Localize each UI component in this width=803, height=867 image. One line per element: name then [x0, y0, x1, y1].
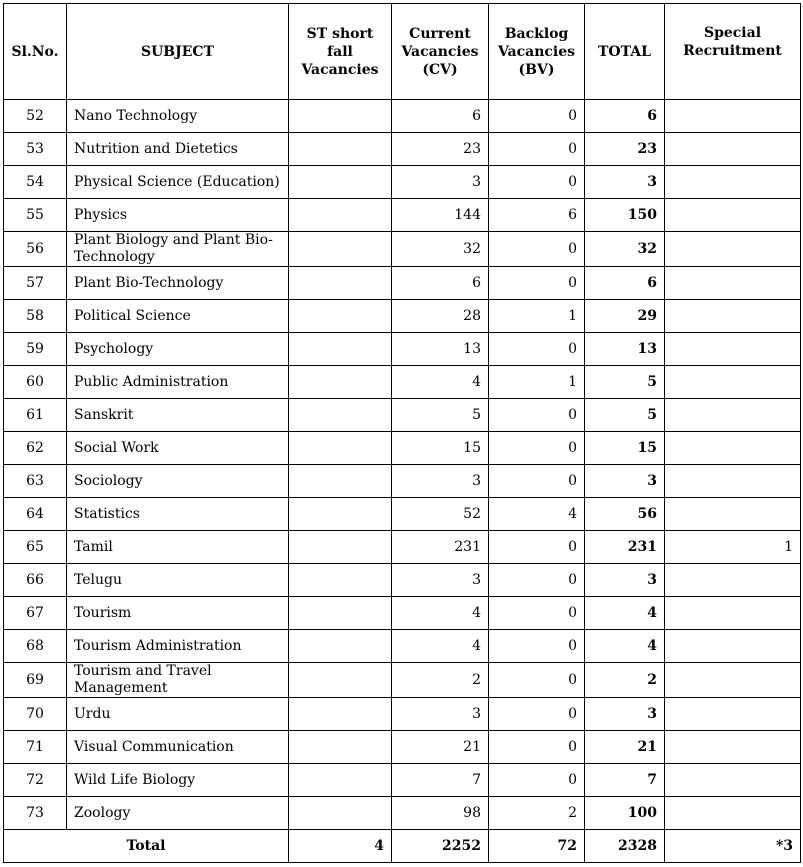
cell-subject: Telugu — [67, 564, 289, 597]
cell-total: 23 — [585, 133, 665, 166]
cell-st-shortfall — [289, 100, 392, 133]
cell-st-shortfall — [289, 166, 392, 199]
cell-slno: 69 — [4, 663, 67, 698]
cell-subject: Urdu — [67, 698, 289, 731]
cell-subject: Visual Communication — [67, 731, 289, 764]
cell-st-shortfall — [289, 698, 392, 731]
header-slno: Sl.No. — [4, 4, 67, 100]
cell-special-recruitment — [665, 630, 801, 663]
cell-special-recruitment — [665, 432, 801, 465]
cell-total: 29 — [585, 300, 665, 333]
cell-slno: 56 — [4, 232, 67, 267]
cell-total: 56 — [585, 498, 665, 531]
cell-subject: Sanskrit — [67, 399, 289, 432]
cell-subject: Wild Life Biology — [67, 764, 289, 797]
table-row — [4, 366, 801, 399]
cell-total: 3 — [585, 698, 665, 731]
cell-total: 6 — [585, 267, 665, 300]
total-label: Total — [4, 830, 289, 863]
cell-slno: 55 — [4, 199, 67, 232]
cell-total: 5 — [585, 399, 665, 432]
cell-total: 100 — [585, 797, 665, 830]
cell-backlog-vacancies: 0 — [489, 232, 585, 267]
cell-slno: 60 — [4, 366, 67, 399]
cell-special-recruitment — [665, 564, 801, 597]
cell-subject: Public Administration — [67, 366, 289, 399]
cell-backlog-vacancies: 1 — [489, 300, 585, 333]
cell-special-recruitment — [665, 698, 801, 731]
table-row — [4, 531, 801, 564]
cell-special-recruitment — [665, 199, 801, 232]
cell-total: 13 — [585, 333, 665, 366]
cell-st-shortfall — [289, 300, 392, 333]
table-row — [4, 133, 801, 166]
cell-current-vacancies: 23 — [392, 133, 489, 166]
cell-backlog-vacancies: 0 — [489, 731, 585, 764]
cell-backlog-vacancies: 6 — [489, 199, 585, 232]
table-row — [4, 399, 801, 432]
cell-current-vacancies: 52 — [392, 498, 489, 531]
cell-backlog-vacancies: 0 — [489, 564, 585, 597]
cell-special-recruitment — [665, 731, 801, 764]
table-row — [4, 465, 801, 498]
cell-special-recruitment — [665, 100, 801, 133]
cell-special-recruitment — [665, 597, 801, 630]
cell-current-vacancies: 4 — [392, 366, 489, 399]
cell-special-recruitment — [665, 232, 801, 267]
cell-slno: 58 — [4, 300, 67, 333]
header-total: TOTAL — [585, 4, 665, 100]
cell-backlog-vacancies: 0 — [489, 630, 585, 663]
cell-backlog-vacancies: 1 — [489, 366, 585, 399]
cell-slno: 72 — [4, 764, 67, 797]
cell-total: 15 — [585, 432, 665, 465]
total-bv: 72 — [489, 830, 585, 863]
cell-subject: Plant Bio-Technology — [67, 267, 289, 300]
cell-current-vacancies: 15 — [392, 432, 489, 465]
cell-backlog-vacancies: 0 — [489, 597, 585, 630]
cell-current-vacancies: 6 — [392, 100, 489, 133]
cell-st-shortfall — [289, 232, 392, 267]
table-row — [4, 663, 801, 698]
cell-special-recruitment — [665, 333, 801, 366]
cell-backlog-vacancies: 0 — [489, 267, 585, 300]
cell-st-shortfall — [289, 199, 392, 232]
cell-total: 6 — [585, 100, 665, 133]
cell-current-vacancies: 4 — [392, 630, 489, 663]
cell-st-shortfall — [289, 267, 392, 300]
cell-current-vacancies: 21 — [392, 731, 489, 764]
cell-special-recruitment — [665, 267, 801, 300]
cell-total: 5 — [585, 366, 665, 399]
cell-subject: Nano Technology — [67, 100, 289, 133]
cell-current-vacancies: 13 — [392, 333, 489, 366]
cell-current-vacancies: 4 — [392, 597, 489, 630]
table-row — [4, 333, 801, 366]
cell-slno: 70 — [4, 698, 67, 731]
cell-slno: 64 — [4, 498, 67, 531]
cell-subject: Social Work — [67, 432, 289, 465]
cell-special-recruitment — [665, 663, 801, 698]
table-row — [4, 166, 801, 199]
table-row — [4, 698, 801, 731]
cell-slno: 71 — [4, 731, 67, 764]
cell-special-recruitment — [665, 764, 801, 797]
table-row — [4, 267, 801, 300]
cell-st-shortfall — [289, 764, 392, 797]
table-row — [4, 597, 801, 630]
cell-special-recruitment — [665, 797, 801, 830]
cell-current-vacancies: 28 — [392, 300, 489, 333]
cell-total: 2 — [585, 663, 665, 698]
cell-slno: 61 — [4, 399, 67, 432]
cell-backlog-vacancies: 0 — [489, 764, 585, 797]
cell-current-vacancies: 7 — [392, 764, 489, 797]
cell-special-recruitment — [665, 166, 801, 199]
cell-slno: 59 — [4, 333, 67, 366]
cell-current-vacancies: 231 — [392, 531, 489, 564]
cell-subject: Psychology — [67, 333, 289, 366]
cell-backlog-vacancies: 0 — [489, 399, 585, 432]
cell-st-shortfall — [289, 133, 392, 166]
cell-subject: Tourism — [67, 597, 289, 630]
cell-total: 32 — [585, 232, 665, 267]
cell-backlog-vacancies: 0 — [489, 698, 585, 731]
table-row — [4, 731, 801, 764]
cell-st-shortfall — [289, 630, 392, 663]
cell-slno: 54 — [4, 166, 67, 199]
cell-st-shortfall — [289, 531, 392, 564]
cell-current-vacancies: 3 — [392, 465, 489, 498]
cell-total: 4 — [585, 597, 665, 630]
cell-st-shortfall — [289, 399, 392, 432]
cell-subject: Plant Biology and Plant Bio-Technology — [67, 232, 289, 267]
table-row — [4, 199, 801, 232]
cell-subject: Zoology — [67, 797, 289, 830]
table-row — [4, 630, 801, 663]
cell-st-shortfall — [289, 498, 392, 531]
cell-slno: 68 — [4, 630, 67, 663]
cell-subject: Statistics — [67, 498, 289, 531]
cell-special-recruitment — [665, 399, 801, 432]
cell-slno: 66 — [4, 564, 67, 597]
cell-current-vacancies: 98 — [392, 797, 489, 830]
cell-backlog-vacancies: 4 — [489, 498, 585, 531]
cell-backlog-vacancies: 0 — [489, 531, 585, 564]
cell-backlog-vacancies: 0 — [489, 663, 585, 698]
cell-subject: Tourism Administration — [67, 630, 289, 663]
total-st: 4 — [289, 830, 392, 863]
cell-current-vacancies: 144 — [392, 199, 489, 232]
cell-slno: 57 — [4, 267, 67, 300]
table-row — [4, 232, 801, 267]
cell-slno: 65 — [4, 531, 67, 564]
cell-total: 150 — [585, 199, 665, 232]
cell-total: 3 — [585, 465, 665, 498]
cell-subject: Nutrition and Dietetics — [67, 133, 289, 166]
cell-st-shortfall — [289, 797, 392, 830]
cell-backlog-vacancies: 2 — [489, 797, 585, 830]
total-cv: 2252 — [392, 830, 489, 863]
cell-backlog-vacancies: 0 — [489, 166, 585, 199]
cell-st-shortfall — [289, 564, 392, 597]
cell-special-recruitment — [665, 133, 801, 166]
cell-st-shortfall — [289, 663, 392, 698]
cell-st-shortfall — [289, 366, 392, 399]
cell-slno: 63 — [4, 465, 67, 498]
cell-current-vacancies: 5 — [392, 399, 489, 432]
cell-special-recruitment — [665, 300, 801, 333]
cell-backlog-vacancies: 0 — [489, 432, 585, 465]
cell-subject: Physical Science (Education) — [67, 166, 289, 199]
header-subject: SUBJECT — [67, 4, 289, 100]
cell-subject: Political Science — [67, 300, 289, 333]
cell-slno: 62 — [4, 432, 67, 465]
cell-subject: Physics — [67, 199, 289, 232]
header-row — [4, 4, 801, 100]
total-total: 2328 — [585, 830, 665, 863]
cell-special-recruitment: 1 — [665, 531, 801, 564]
table-body — [4, 100, 801, 830]
cell-current-vacancies: 3 — [392, 698, 489, 731]
table-row — [4, 100, 801, 133]
cell-st-shortfall — [289, 597, 392, 630]
total-row — [4, 830, 801, 863]
cell-st-shortfall — [289, 333, 392, 366]
table-row — [4, 432, 801, 465]
header-st-shortfall: ST short fall Vacancies — [289, 4, 392, 100]
cell-slno: 73 — [4, 797, 67, 830]
cell-special-recruitment — [665, 465, 801, 498]
cell-special-recruitment — [665, 498, 801, 531]
cell-backlog-vacancies: 0 — [489, 133, 585, 166]
table-row — [4, 564, 801, 597]
cell-st-shortfall — [289, 432, 392, 465]
cell-total: 7 — [585, 764, 665, 797]
cell-backlog-vacancies: 0 — [489, 100, 585, 133]
cell-subject: Tourism and Travel Management — [67, 663, 289, 698]
cell-st-shortfall — [289, 731, 392, 764]
cell-current-vacancies: 3 — [392, 564, 489, 597]
cell-special-recruitment — [665, 366, 801, 399]
cell-subject: Sociology — [67, 465, 289, 498]
cell-total: 21 — [585, 731, 665, 764]
cell-current-vacancies: 32 — [392, 232, 489, 267]
cell-total: 3 — [585, 166, 665, 199]
cell-current-vacancies: 6 — [392, 267, 489, 300]
vacancy-table — [3, 3, 801, 863]
table-row — [4, 300, 801, 333]
cell-slno: 52 — [4, 100, 67, 133]
cell-slno: 67 — [4, 597, 67, 630]
cell-total: 231 — [585, 531, 665, 564]
cell-subject: Tamil — [67, 531, 289, 564]
total-special: *3 — [665, 830, 801, 863]
table-row — [4, 764, 801, 797]
cell-backlog-vacancies: 0 — [489, 333, 585, 366]
header-backlog-vacancies: Backlog Vacancies (BV) — [489, 4, 585, 100]
cell-st-shortfall — [289, 465, 392, 498]
cell-slno: 53 — [4, 133, 67, 166]
header-current-vacancies: Current Vacancies (CV) — [392, 4, 489, 100]
cell-backlog-vacancies: 0 — [489, 465, 585, 498]
cell-current-vacancies: 2 — [392, 663, 489, 698]
header-special-recruitment: Special Recruitment — [665, 4, 801, 100]
cell-total: 4 — [585, 630, 665, 663]
table-row — [4, 797, 801, 830]
table-row — [4, 498, 801, 531]
cell-current-vacancies: 3 — [392, 166, 489, 199]
cell-total: 3 — [585, 564, 665, 597]
